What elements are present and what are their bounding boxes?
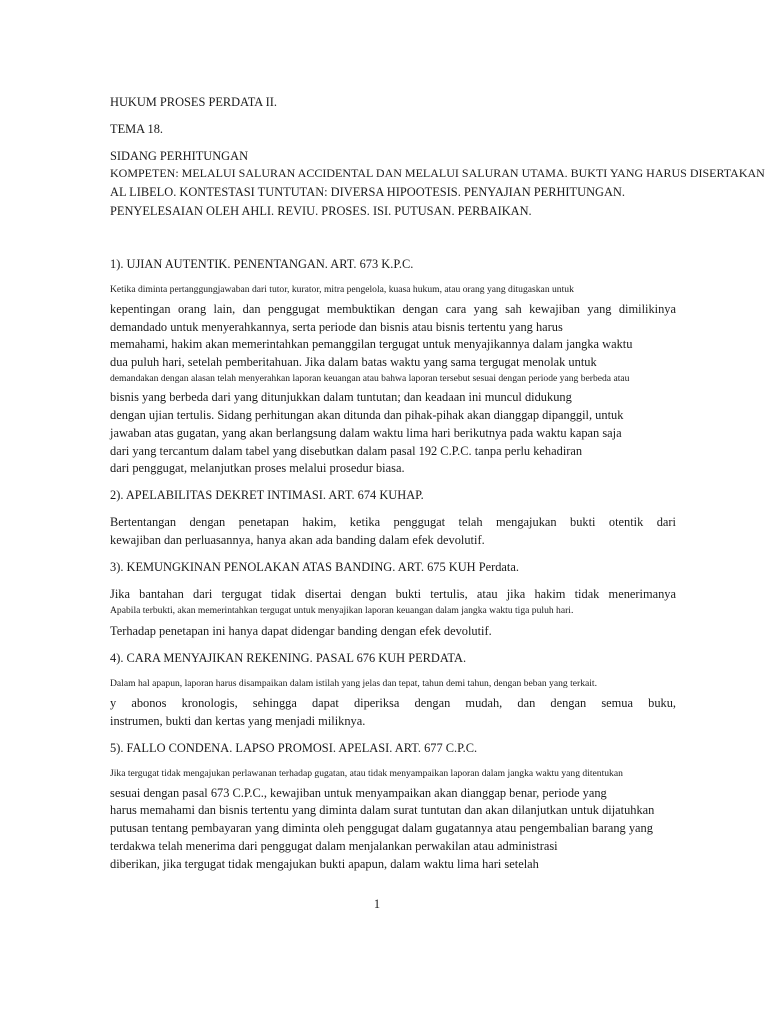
body-line: memahami, hakim akan memerintahkan pemanggilan tergugat untuk menyajikannya dalam jangka waktu: [110, 337, 633, 351]
subject-heading: SIDANG PERHITUNGAN: [110, 149, 249, 163]
body-line: kepentingan orang lain, dan penggugat membuktikan dengan cara yang sah kewajiban yang dimilikinya: [110, 302, 676, 316]
body-line: demandado untuk menyerahkannya, serta periode dan bisnis atau bisnis tertentu yang harus: [110, 320, 563, 334]
body-line: diberikan, jika tergugat tidak mengajukan bukti apapun, dalam waktu lima hari setelah: [110, 857, 539, 871]
tema-label: TEMA 18.: [110, 122, 164, 136]
body-line: terdakwa telah menerima dari penggugat dalam menjalankan perwakilan atau administrasi: [110, 839, 558, 853]
body-line: dengan ujian tertulis. Sidang perhitungan akan ditunda dan pihak-pihak akan dianggap dipanggil, untuk: [110, 408, 624, 422]
body-line: dari yang tercantum dalam tabel yang disebutkan dalam pasal 192 C.P.C. tanpa perlu kehadiran: [110, 444, 583, 458]
body-line: dari penggugat, melanjutkan proses melalui prosedur biasa.: [110, 461, 405, 475]
section-heading: 4). CARA MENYAJIKAN REKENING. PASAL 676 KUH PERDATA.: [110, 651, 467, 665]
body-line: bisnis yang berbeda dari yang ditunjukkan dalam tuntutan; dan keadaan ini muncul didukung: [110, 390, 572, 404]
body-line: Apabila terbukti, akan memerintahkan tergugat untuk menyajikan laporan keuangan dalam jangka waktu tiga puluh hari.: [110, 605, 574, 616]
body-line: Ketika diminta pertanggungjawaban dari tutor, kurator, mitra pengelola, kuasa hukum, atau orang yang ditugaskan untuk: [110, 284, 574, 295]
section-heading: 3). KEMUNGKINAN PENOLAKAN ATAS BANDING. ART. 675 KUH Perdata.: [110, 560, 519, 574]
intro-line: PENYELESAIAN OLEH AHLI. REVIU. PROSES. ISI. PUTUSAN. PERBAIKAN.: [110, 204, 532, 218]
body-line: y abonos kronologis, sehingga dapat diperiksa dengan mudah, dan dengan semua buku,: [110, 696, 676, 710]
page-number: 1: [373, 897, 381, 911]
body-line: Dalam hal apapun, laporan harus disampaikan dalam istilah yang jelas dan tepat, tahun demi tahun, dengan beban yang terkait.: [110, 678, 597, 689]
section-heading: 2). APELABILITAS DEKRET INTIMASI. ART. 674 KUHAP.: [110, 488, 424, 502]
body-line: dua puluh hari, setelah pemberitahuan. Jika dalam batas waktu yang sama tergugat menolak untuk: [110, 355, 597, 369]
body-line: instrumen, bukti dan kertas yang menjadi miliknya.: [110, 714, 366, 728]
section-heading: 1). UJIAN AUTENTIK. PENENTANGAN. ART. 673 K.P.C.: [110, 257, 414, 271]
body-line: Terhadap penetapan ini hanya dapat didengar banding dengan efek devolutif.: [110, 624, 492, 638]
body-line: kewajiban dan perluasannya, hanya akan ada banding dalam efek devolutif.: [110, 533, 485, 547]
section-heading: 5). FALLO CONDENA. LAPSO PROMOSI. APELASI. ART. 677 C.P.C.: [110, 741, 478, 755]
body-line: Jika tergugat tidak mengajukan perlawanan terhadap gugatan, atau tidak menyampaikan laporan dalam jangka waktu yang ditentukan: [110, 768, 623, 779]
body-line: Jika bantahan dari tergugat tidak disertai dengan bukti tertulis, atau jika hakim tidak menerimanya: [110, 587, 676, 601]
document-title: HUKUM PROSES PERDATA II.: [110, 95, 277, 109]
body-line: jawaban atas gugatan, yang akan berlangsung dalam waktu lima hari berikutnya pada waktu kapan saja: [110, 426, 622, 440]
intro-line: AL LIBELO. KONTESTASI TUNTUTAN: DIVERSA HIPOOTESIS. PENYAJIAN PERHITUNGAN.: [110, 185, 625, 199]
intro-line: KOMPETEN: MELALUI SALURAN ACCIDENTAL DAN MELALUI SALURAN UTAMA. BUKTI YANG HARUS DISERTAKAN: [110, 166, 765, 180]
body-line: Bertentangan dengan penetapan hakim, ketika penggugat telah mengajukan bukti otentik dari: [110, 515, 676, 529]
body-line: harus memahami dan bisnis tertentu yang diminta dalam surat tuntutan dan akan dilanjutkan untuk dijatuhkan: [110, 803, 655, 817]
body-line: demandakan dengan alasan telah menyerahkan laporan keuangan atau bahwa laporan tersebut sesuai dengan periode yang berbeda atau: [110, 373, 630, 384]
body-line: putusan tentang pembayaran yang diminta oleh penggugat dalam gugatannya atau pengembalian barang yang: [110, 821, 653, 835]
body-line: sesuai dengan pasal 673 C.P.C., kewajiban untuk menyampaikan akan dianggap benar, periode yang: [110, 786, 607, 800]
